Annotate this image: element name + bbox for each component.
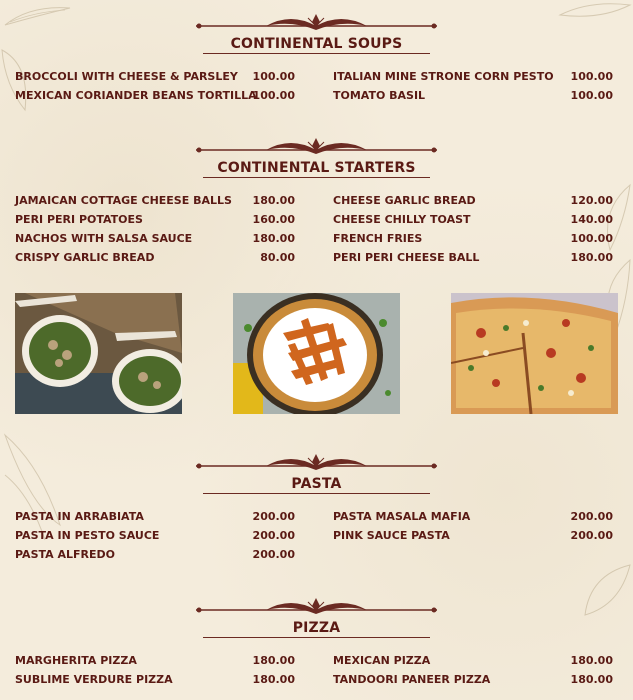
menu-item-price: 100.00 (252, 70, 295, 83)
menu-item-name: CHEESE GARLIC BREAD (333, 194, 476, 207)
menu-item (15, 70, 295, 89)
menu-item-price: 100.00 (252, 89, 295, 102)
menu-item (333, 232, 613, 251)
menu-item-name: TOMATO BASIL (333, 89, 426, 102)
pasta-right-column (333, 510, 613, 548)
floral-divider-icon (196, 452, 437, 474)
section-underline (203, 177, 430, 178)
menu-item (15, 548, 295, 567)
menu-item (15, 232, 295, 251)
section-title-soups: CONTINENTAL SOUPS (230, 36, 403, 52)
menu-item-name: CRISPY GARLIC BREAD (15, 251, 155, 264)
menu-item-price: 100.00 (570, 89, 613, 102)
menu-item (333, 251, 613, 270)
section-underline (203, 53, 430, 54)
menu-item (333, 70, 613, 89)
section-title-pizza: PIZZA (292, 620, 341, 636)
menu-item-price: 200.00 (570, 529, 613, 542)
menu-item-price: 180.00 (252, 194, 295, 207)
menu-item (333, 213, 613, 232)
menu-item-name: TANDOORI PANEER PIZZA (333, 673, 491, 686)
menu-item (333, 529, 613, 548)
soups-right-column (333, 70, 613, 108)
menu-item (15, 510, 295, 529)
menu-item (15, 673, 295, 692)
floral-divider-icon (196, 12, 437, 34)
menu-item-price: 180.00 (570, 251, 613, 264)
menu-item-price: 160.00 (252, 213, 295, 226)
pizza-photo (451, 293, 618, 414)
soup-photo (15, 293, 182, 414)
menu-item-price: 80.00 (260, 251, 295, 264)
menu-item-price: 140.00 (570, 213, 613, 226)
pasta-left-column (15, 510, 295, 567)
menu-item-name: FRENCH FRIES (333, 232, 423, 245)
starters-right-column (333, 194, 613, 270)
pizza-left-column (15, 654, 295, 692)
menu-item (15, 194, 295, 213)
menu-item-price: 200.00 (252, 529, 295, 542)
leaf-sketch-top-right-icon (550, 0, 633, 25)
menu-item-name: MEXICAN PIZZA (333, 654, 431, 667)
menu-item-name: SUBLIME VERDURE PIZZA (15, 673, 173, 686)
menu-item (333, 89, 613, 108)
menu-item-name: PASTA IN ARRABIATA (15, 510, 144, 523)
menu-item-name: PASTA MASALA MAFIA (333, 510, 471, 523)
menu-item-name: MARGHERITA PIZZA (15, 654, 137, 667)
leaf-sketch-top-left-icon (0, 0, 80, 30)
menu-item (15, 251, 295, 270)
section-underline (203, 637, 430, 638)
menu-item (333, 510, 613, 529)
menu-item-name: BROCCOLI WITH CHEESE & PARSLEY (15, 70, 238, 83)
menu-item (333, 673, 613, 692)
menu-item-price: 200.00 (570, 510, 613, 523)
menu-item-price: 200.00 (252, 510, 295, 523)
section-underline (203, 493, 430, 494)
section-title-starters: CONTINENTAL STARTERS (217, 160, 416, 176)
menu-item-price: 200.00 (252, 548, 295, 561)
menu-item-name: PERI PERI POTATOES (15, 213, 143, 226)
menu-item-name: JAMAICAN COTTAGE CHEESE BALLS (15, 194, 232, 207)
menu-item-price: 180.00 (570, 673, 613, 686)
menu-item (333, 654, 613, 673)
soups-left-column (15, 70, 295, 108)
menu-item-price: 100.00 (570, 70, 613, 83)
menu-item-price: 180.00 (252, 654, 295, 667)
floral-divider-icon (196, 596, 437, 618)
section-title-pasta: PASTA (291, 476, 342, 492)
menu-item-name: CHEESE CHILLY TOAST (333, 213, 471, 226)
floral-divider-icon (196, 136, 437, 158)
menu-item-price: 180.00 (570, 654, 613, 667)
pizza-right-column (333, 654, 613, 692)
potato-wedges-photo (233, 293, 400, 414)
menu-item (15, 529, 295, 548)
menu-item-price: 180.00 (252, 673, 295, 686)
menu-item-name: MEXICAN CORIANDER BEANS TORTILLA (15, 89, 257, 102)
menu-item-name: PASTA IN PESTO SAUCE (15, 529, 160, 542)
menu-item-name: PERI PERI CHEESE BALL (333, 251, 480, 264)
leaf-sketch-bottom-right-icon (580, 560, 633, 620)
menu-item-name: ITALIAN MINE STRONE CORN PESTO (333, 70, 554, 83)
menu-item-price: 120.00 (570, 194, 613, 207)
menu-item (15, 654, 295, 673)
menu-item (15, 213, 295, 232)
starters-left-column (15, 194, 295, 270)
menu-item-name: PINK SAUCE PASTA (333, 529, 450, 542)
menu-item (333, 194, 613, 213)
menu-item-price: 180.00 (252, 232, 295, 245)
menu-item-price: 100.00 (570, 232, 613, 245)
menu-item-name: PASTA ALFREDO (15, 548, 115, 561)
menu-item-name: NACHOS WITH SALSA SAUCE (15, 232, 193, 245)
menu-item (15, 89, 295, 108)
